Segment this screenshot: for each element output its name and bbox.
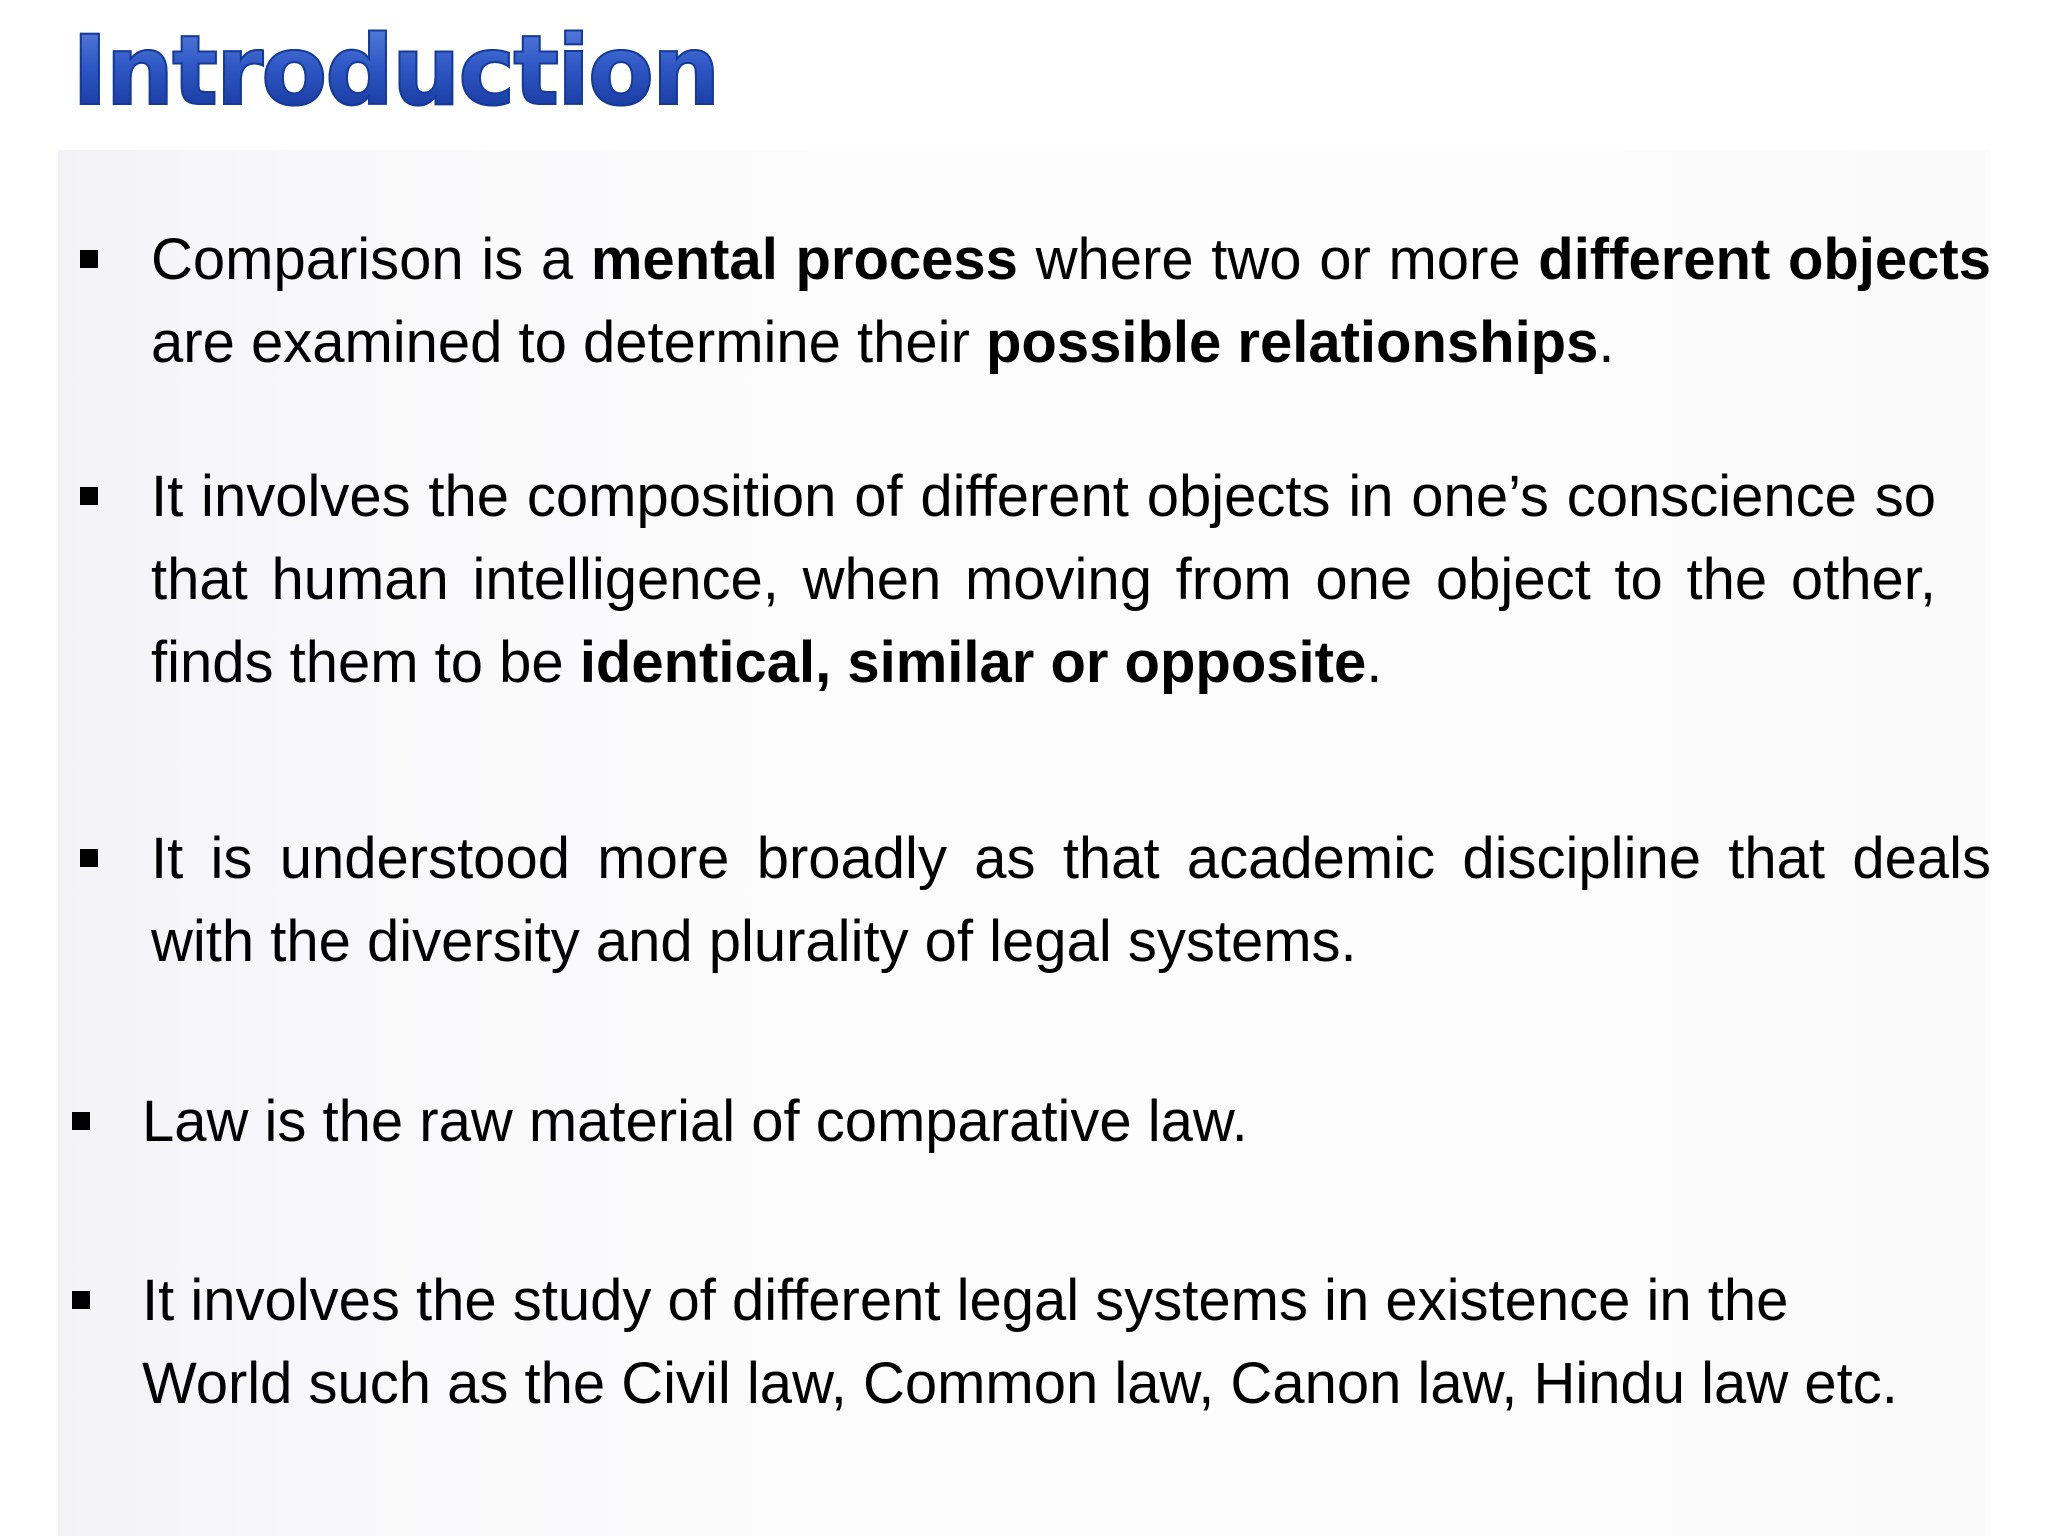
square-bullet-icon [80,487,98,505]
bullet-text: It involves the composition of different objects in one’s conscience so that human intelligence, when moving from one object to the other, finds them to be identical, similar or opposite. [151,464,1936,695]
square-bullet-icon [72,1291,90,1309]
bullet-text: Law is the raw material of comparative law. [142,1089,1248,1154]
square-bullet-icon [80,849,98,867]
bullet-text: Comparison is a mental process where two or more different objects are examined to determine their possible relationships. [151,227,1991,375]
bullet-text: It is understood more broadly as that academic discipline that deals with the diversity and plurality of legal systems. [151,826,1991,974]
square-bullet-icon [72,1112,90,1130]
bullet-text: It involves the study of different legal systems in existence in the World such as the Civil law, Common law, Canon law, Hindu law etc. [142,1268,1898,1416]
slide-title: Introduction [72,15,719,127]
square-bullet-icon [80,250,98,268]
